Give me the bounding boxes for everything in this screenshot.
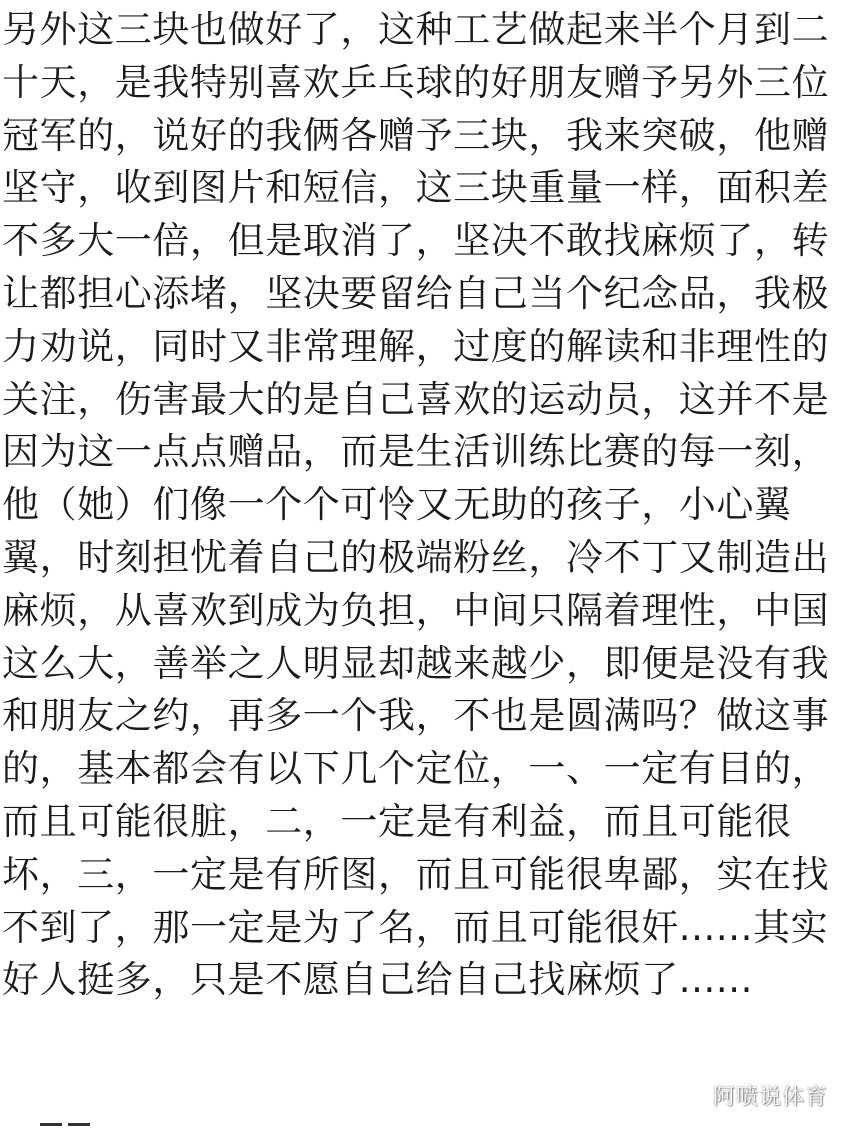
cut-off-glyph [68, 1123, 90, 1126]
text-line: 不多大一倍，但是取消了，坚决不敢找麻烦了，转 [2, 219, 830, 263]
text-line: 冠军的，说好的我俩各赠予三块，我来突破，他赠 [2, 113, 830, 157]
text-line: 让都担心添堵，坚决要留给自己当个纪念品，我极 [2, 271, 830, 315]
text-line: 坏，三，一定是有所图，而且可能很卑鄙，实在找 [2, 852, 830, 896]
text-line: 因为这一点点赠品，而是生活训练比赛的每一刻， [2, 430, 830, 474]
cut-off-glyph [40, 1123, 62, 1126]
text-line: 不到了，那一定是为了名，而且可能很奸......其实 [2, 905, 829, 949]
text-line: 而且可能很脏，二，一定是有利益，而且可能很 [2, 799, 792, 843]
text-line: 十天，是我特别喜欢乒乓球的好朋友赠予另外三位 [2, 60, 830, 104]
text-line: 翼，时刻担忧着自己的极端粉丝，冷不丁又制造出 [2, 535, 830, 579]
text-line: 好人挺多，只是不愿自己给自己找麻烦了...... [2, 958, 753, 1002]
text-line: 和朋友之约，再多一个我，不也是圆满吗？做这事 [2, 694, 830, 738]
text-line: 坚守，收到图片和短信，这三块重量一样，面积差 [2, 166, 830, 210]
cut-off-text-fragment [40, 1111, 100, 1131]
text-line: 他（她）们像一个个可怜又无助的孩子，小心翼 [2, 483, 792, 527]
text-line: 麻烦，从喜欢到成为负担，中间只隔着理性，中国 [2, 588, 830, 632]
text-line: 力劝说，同时又非常理解，过度的解读和非理性的 [2, 324, 830, 368]
text-line: 关注，伤害最大的是自己喜欢的运动员，这并不是 [2, 377, 830, 421]
watermark: 阿喷说体育 [712, 1085, 828, 1110]
text-line: 另外这三块也做好了，这种工艺做起来半个月到二 [2, 8, 830, 51]
text-line: 这么大，善举之人明显却越来越少，即便是没有我 [2, 641, 830, 685]
text-line: 的，基本都会有以下几个定位，一、一定有目的， [2, 747, 830, 791]
post-body [0, 4, 842, 1007]
